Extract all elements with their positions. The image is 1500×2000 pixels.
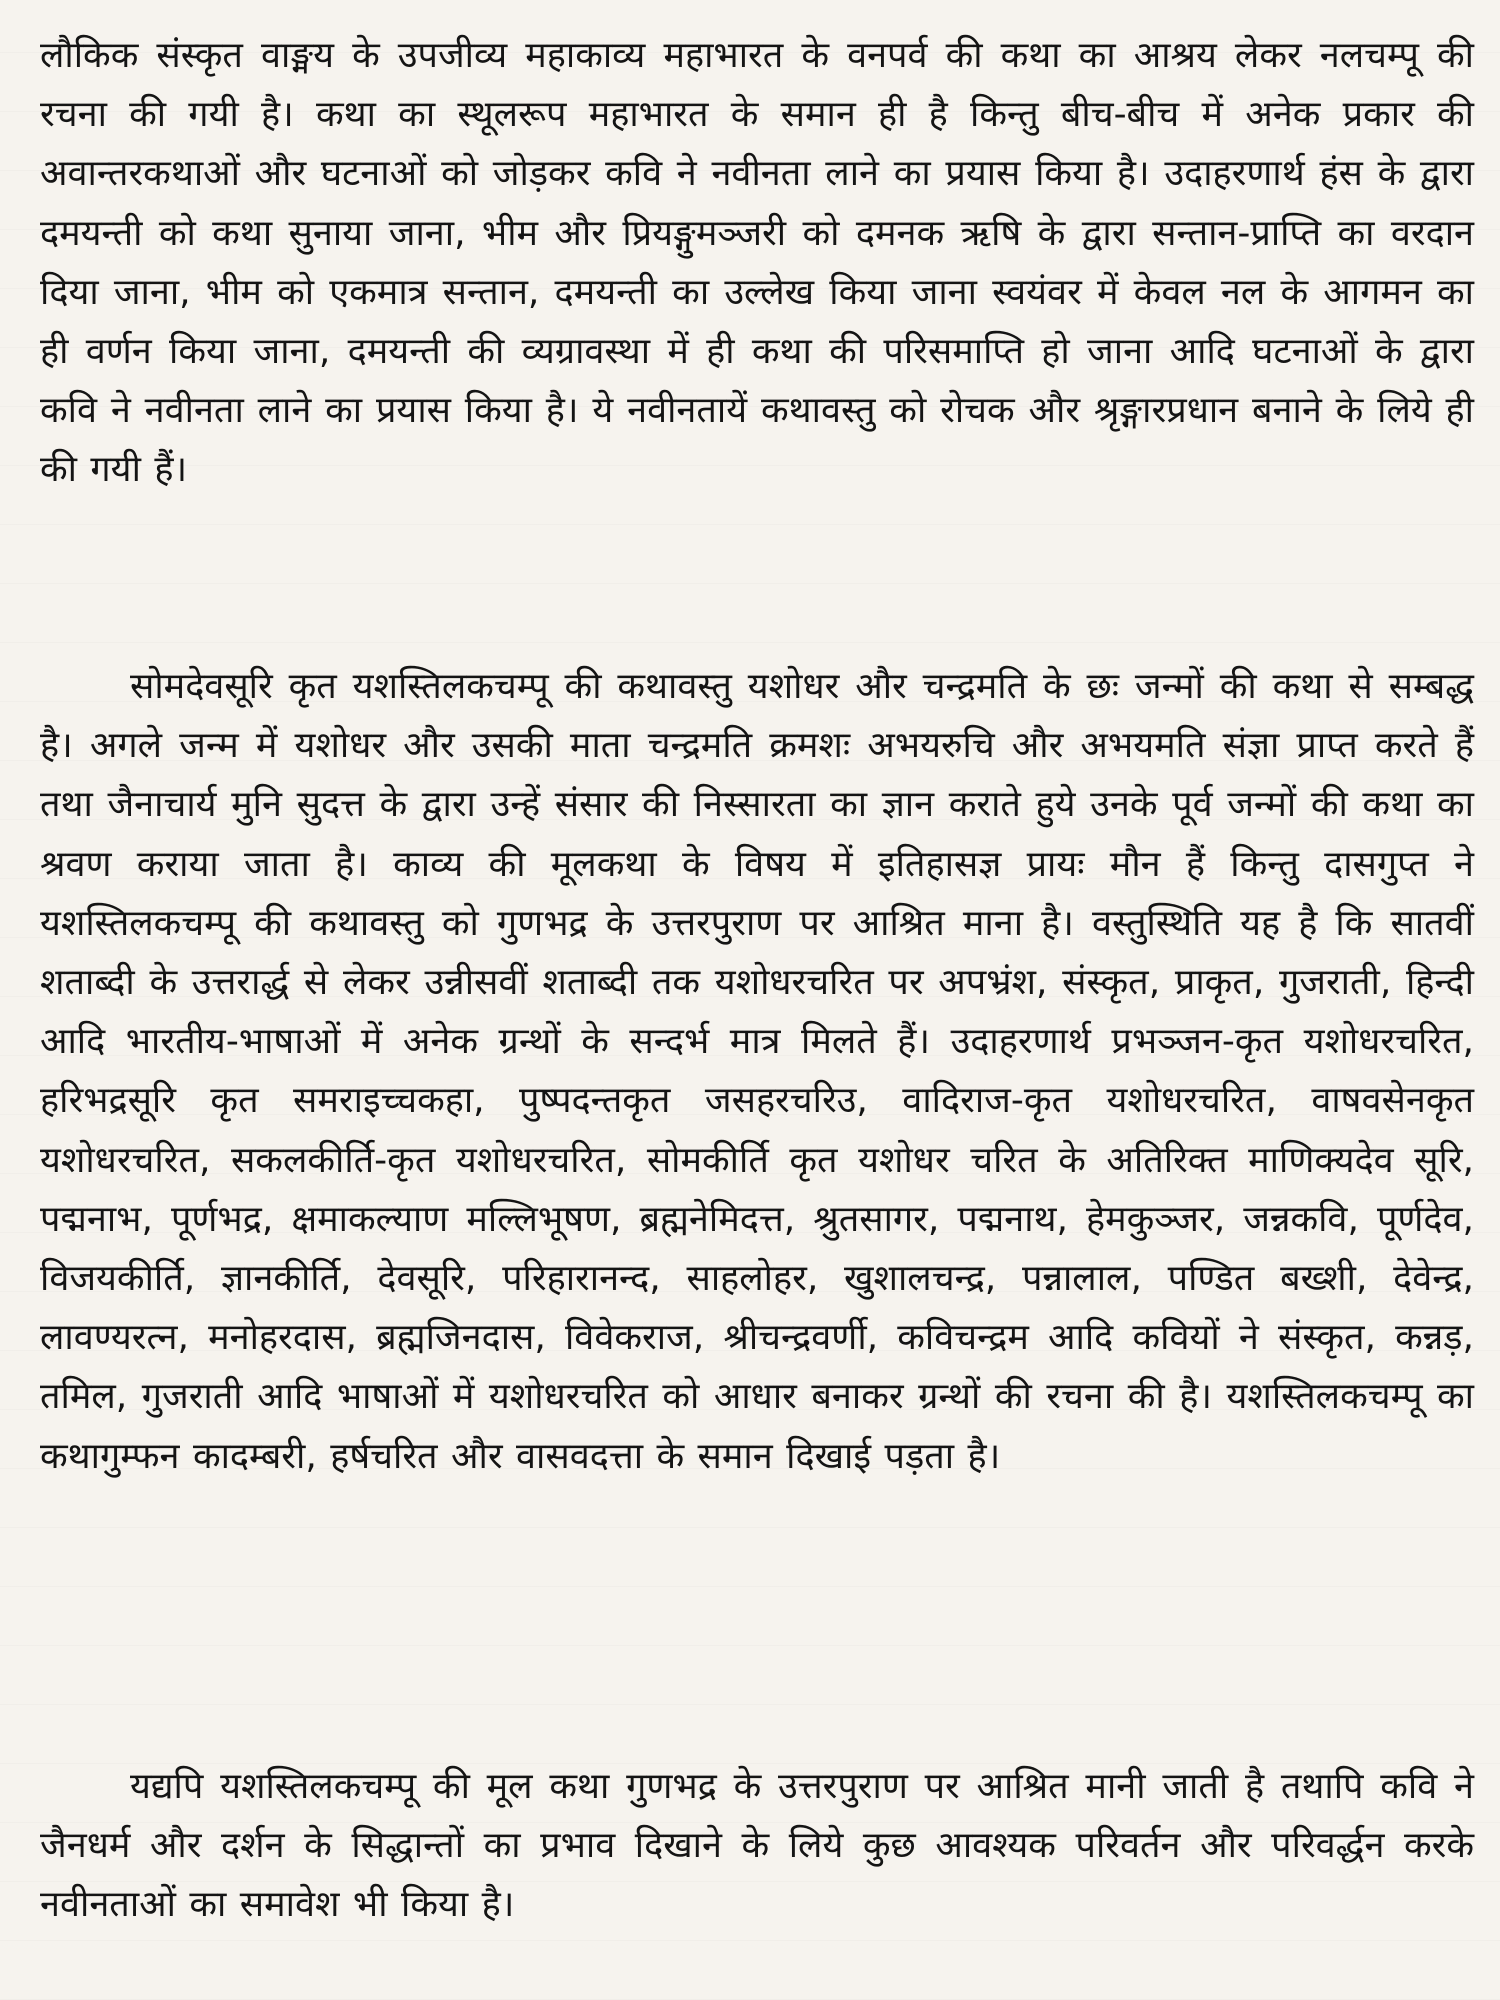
paragraph-nalachampu: लौकिक संस्कृत वाङ्मय के उपजीव्य महाकाव्य महाभारत के वनपर्व की कथा का आश्रय लेकर नलचम्पू की रचना की गयी है। कथा का स्थूलरूप महाभारत के समान ही है किन्तु बीच-बीच में अनेक प्रकार की अवान्तरकथाओं और घटनाओं को जोड़कर कवि ने नवीनता लाने का प्रयास किया है। उदाहरणार्थ हंस के द्वारा दमयन्ती को कथा सुनाया जाना, भीम और प्रियङ्गुमञ्जरी को दमनक ऋषि के द्वारा सन्तान-प्राप्ति का वरदान दिया जाना, भीम को एकमात्र सन्तान, दमयन्ती का उल्लेख किया जाना स्वयंवर में केवल नल के आगमन का ही वर्णन किया जाना, दमयन्ती की व्यग्रावस्था में ही कथा की परिसमाप्ति हो जाना आदि घटनाओं के द्वारा कवि ने नवीनता लाने का प्रयास किया है। ये नवीनतायें कथावस्तु को रोचक और श्रृङ्गारप्रधान बनाने के लिये ही की गयी हैं। bbox=[40, 35, 1474, 491]
paragraph-yashastilaka: सोमदेवसूरि कृत यशस्तिलकचम्पू की कथावस्तु यशोधर और चन्द्रमति के छः जन्मों की कथा से सम्बद्ध है। अगले जन्म में यशोधर और उसकी माता चन्द्रमति क्रमशः अभयरुचि और अभयमति संज्ञा प्राप्त करते हैं तथा जैनाचार्य मुनि सुदत्त के द्वारा उन्हें संसार की निस्सारता का ज्ञान कराते हुये उनके पूर्व जन्मों की कथा का श्रवण कराया जाता है। काव्य की मूलकथा के विषय में इतिहासज्ञ प्रायः मौन हैं किन्तु दासगुप्त ने यशस्तिलकचम्पू की कथावस्तु को गुणभद्र के उत्तरपुराण पर आश्रित माना है। वस्तुस्थिति यह है कि सातवीं शताब्दी के उत्तरार्द्ध से लेकर उन्नीसवीं शताब्दी तक यशोधरचरित पर अपभ्रंश, संस्कृत, प्राकृत, गुजराती, हिन्दी आदि भारतीय-भाषाओं में अनेक ग्रन्थों के सन्दर्भ मात्र मिलते हैं। उदाहरणार्थ प्रभञ्जन-कृत यशोधरचरित, हरिभद्रसूरि कृत समराइच्चकहा, पुष्पदन्तकृत जसहरचरिउ, वादिराज-कृत यशोधरचरित, वाषवसेनकृत यशोधरचरित, सकलकीर्ति-कृत यशोधरचरित, सोमकीर्ति कृत यशोधर चरित के अतिरिक्त माणिक्यदेव सूरि, पद्मनाभ, पूर्णभद्र, क्षमाकल्याण मल्लिभूषण, ब्रह्मनेमिदत्त, श्रुतसागर, पद्मनाथ, हेमकुञ्जर, जन्नकवि, पूर्णदेव, विजयकीर्ति, ज्ञानकीर्ति, देवसूरि, परिहारानन्द, साहलोहर, खुशालचन्द्र, पन्नालाल, पण्डित बख्शी, देवेन्द्र, लावण्यरत्न, मनोहरदास, ब्रह्मजिनदास, विवेकराज, श्रीचन्द्रवर्णी, कविचन्द्रम आदि कवियों ने संस्कृत, कन्नड़, तमिल, गुजराती आदि भाषाओं में यशोधरचरित को आधार बनाकर ग्रन्थों की रचना की है। यशस्तिलकचम्पू का कथागुम्फन कादम्बरी, हर्षचरित और वासवदत्ता के समान दिखाई पड़ता है। bbox=[40, 666, 1474, 1477]
paragraph-innovations: यद्यपि यशस्तिलकचम्पू की मूल कथा गुणभद्र के उत्तरपुराण पर आश्रित मानी जाती है तथापि कवि ने जैनधर्म और दर्शन के सिद्धान्तों का प्रभाव दिखाने के लिये कुछ आवश्यक परिवर्तन और परिवर्द्धन करके नवीनताओं का समावेश भी किया है। bbox=[40, 1766, 1474, 1926]
